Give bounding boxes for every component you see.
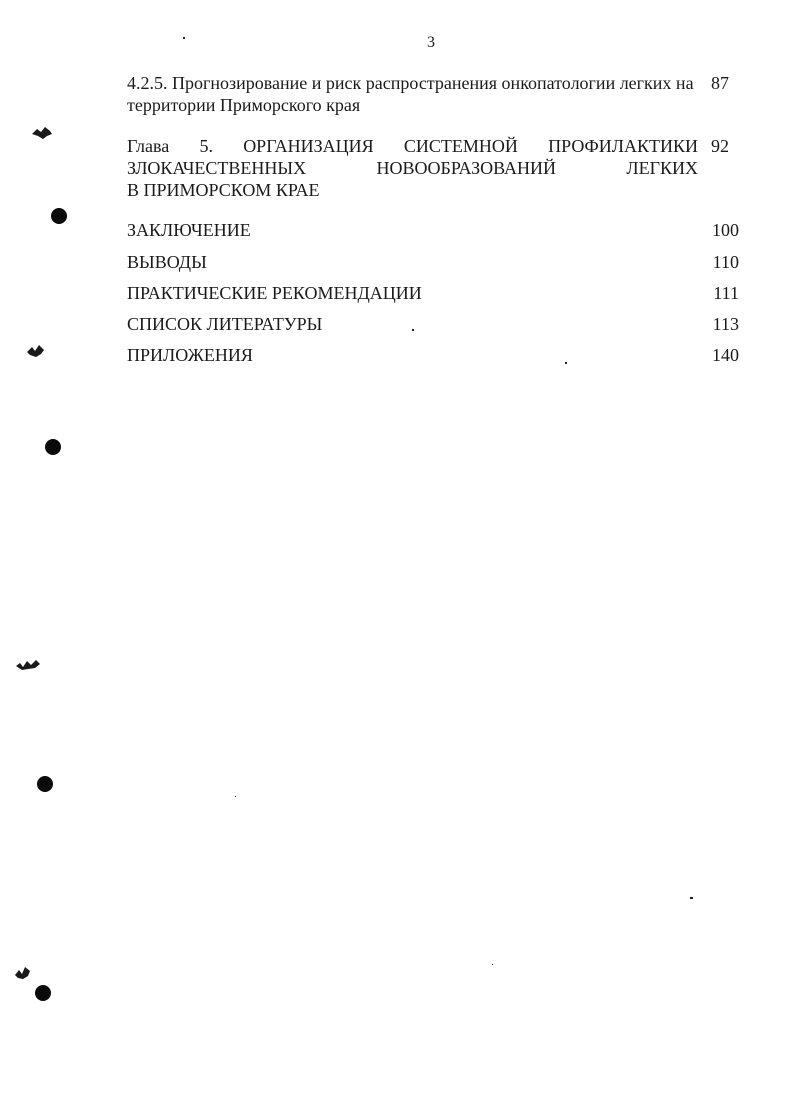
toc-entry-label: ВЫВОДЫ bbox=[127, 252, 207, 272]
toc-entry-recommendations bbox=[127, 282, 739, 304]
toc-word: СИСТЕМНОЙ bbox=[403, 136, 518, 156]
toc-page-number: 87 bbox=[711, 73, 729, 93]
toc-word: ЛЕГКИХ bbox=[626, 158, 698, 178]
toc-word: ЗЛОКАЧЕСТВЕННЫХ bbox=[127, 158, 307, 178]
toc-page-number: 92 bbox=[711, 136, 729, 156]
punch-hole bbox=[45, 439, 61, 455]
toc-entry-text-line: 4.2.5. Прогнозирование и риск распространения онкопатологии легких на bbox=[127, 73, 694, 93]
toc-entry-label: ПРАКТИЧЕСКИЕ РЕКОМЕНДАЦИИ bbox=[127, 283, 422, 303]
toc-entry-4-2-5 bbox=[127, 72, 739, 116]
toc-word: Глава bbox=[127, 136, 170, 156]
toc-page-number: 113 bbox=[712, 314, 739, 334]
ink-smudge bbox=[30, 125, 54, 141]
scan-speck bbox=[412, 329, 414, 331]
scan-speck bbox=[183, 37, 185, 39]
punch-hole bbox=[51, 208, 67, 224]
ink-smudge bbox=[14, 656, 42, 672]
toc-entry-findings bbox=[127, 251, 739, 273]
page-number: 3 bbox=[427, 34, 435, 51]
toc-page-number: 140 bbox=[712, 345, 739, 365]
toc-entry-appendices bbox=[127, 344, 739, 366]
toc-entry-text-line: территории Приморского края bbox=[127, 95, 361, 115]
toc-word: ОРГАНИЗАЦИЯ bbox=[243, 136, 374, 156]
toc-page-number: 111 bbox=[713, 283, 739, 303]
toc-entry-text-line bbox=[127, 135, 698, 157]
toc-entry-chapter-5 bbox=[127, 135, 739, 201]
ink-smudge bbox=[24, 342, 48, 360]
toc-entry-text-line: В ПРИМОРСКОМ КРАЕ bbox=[127, 180, 320, 200]
punch-hole bbox=[35, 985, 51, 1001]
toc-word: 5. bbox=[199, 136, 213, 156]
scan-speck bbox=[492, 964, 493, 965]
toc-entry-label: ПРИЛОЖЕНИЯ bbox=[127, 345, 253, 365]
toc-word: НОВООБРАЗОВАНИЙ bbox=[376, 158, 556, 178]
toc-entry-label: ЗАКЛЮЧЕНИЕ bbox=[127, 220, 251, 240]
toc-page-number: 110 bbox=[712, 252, 739, 272]
scan-speck bbox=[690, 897, 693, 899]
toc-entry-references bbox=[127, 313, 739, 335]
toc-word: ПРОФИЛАКТИКИ bbox=[548, 136, 698, 156]
punch-hole bbox=[37, 776, 53, 792]
toc-entry-label: СПИСОК ЛИТЕРАТУРЫ bbox=[127, 314, 323, 334]
toc-entry-text-line bbox=[127, 157, 698, 179]
scan-speck bbox=[235, 796, 236, 797]
scan-speck bbox=[565, 362, 567, 364]
ink-smudge bbox=[12, 962, 34, 982]
toc-page-number: 100 bbox=[712, 220, 739, 240]
toc-entry-conclusion bbox=[127, 219, 739, 241]
